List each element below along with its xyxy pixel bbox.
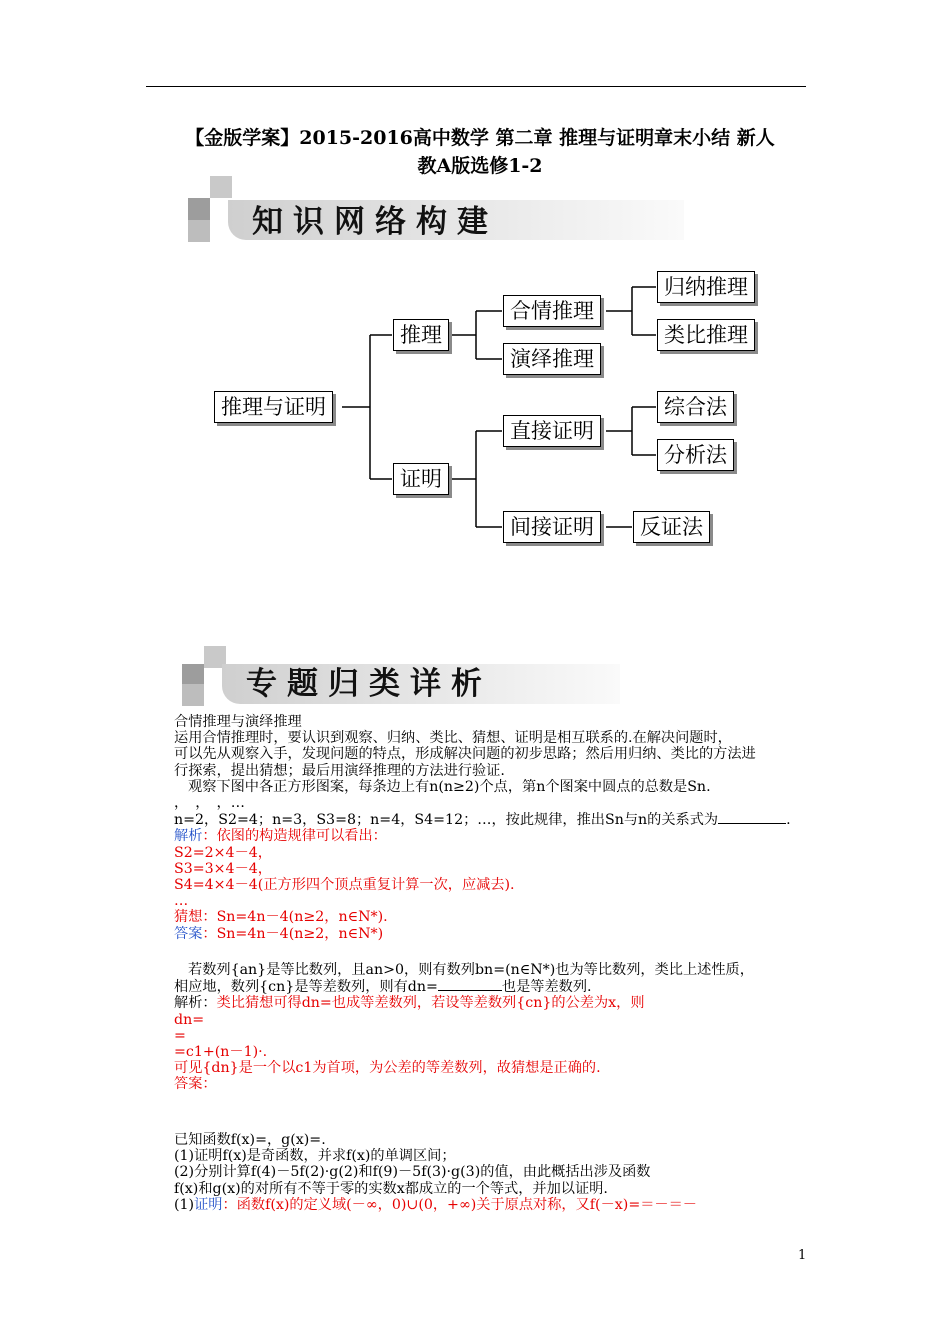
tree-node-direct: 直接证明 — [503, 415, 601, 447]
text-line: dn= — [174, 1011, 205, 1028]
answer-blank — [438, 978, 502, 991]
banner-text-knowledge: 知识网络构建 — [252, 204, 498, 240]
text-line: 猜想：Sn=4n－4(n≥2，n∈N*). — [174, 909, 388, 926]
text-line: 若数列{an}是等比数列，且an>0，则有数列bn=(n∈N*)也为等比数列，类比上述性质， — [188, 962, 754, 978]
text-line: S3=3×4－4， — [174, 860, 272, 877]
question-text: 相应地，数列{cn}是等差数列，则有dn= — [174, 979, 438, 996]
text-line: 答案： — [174, 1076, 217, 1093]
text-line: (2)分别计算f(4)－5f(2)·g(2)和f(9)－5f(3)·g(3)的值，由此概括出涉及函数 — [174, 1164, 651, 1181]
text-line: 可见{dn}是一个以c1为首项，为公差的等差数列，故猜想是正确的. — [174, 1060, 601, 1077]
proof-text: ：函数f(x)的定义域(－∞，0)∪(0，+∞)关于原点对称，又f(－x)=＝－＝－ — [222, 1196, 697, 1213]
section-plausible-reasoning — [174, 714, 814, 942]
tree-node-plausible: 合情推理 — [503, 295, 601, 327]
text-line: 可以先从观察入手，发现问题的特点，形成解决问题的初步思路；然后用归纳、类比的方法进 — [174, 746, 756, 763]
analysis-label: 解析： — [174, 995, 217, 1012]
text-line: 合情推理与演绎推理 — [174, 714, 302, 730]
text-line: 已知函数f(x)=，g(x)=. — [174, 1132, 326, 1148]
text-line — [174, 811, 814, 828]
text-line: 观察下图中各正方形图案，每条边上有n(n≥2)个点，第n个图案中圆点的总数是Sn. — [188, 778, 711, 795]
section-function-example — [174, 1132, 814, 1213]
analysis-label: 解析 — [174, 828, 203, 845]
tree-node-analogy: 类比推理 — [657, 319, 755, 351]
topics-banner — [180, 640, 620, 710]
proof-label: 证明 — [194, 1196, 223, 1213]
text-line — [174, 995, 814, 1011]
text-line: … — [174, 893, 189, 910]
tree-node-deductive: 演绎推理 — [503, 343, 601, 375]
text-line: ， ， ，… — [174, 795, 245, 812]
title-line-2: 教A版选修1-2 — [417, 155, 543, 177]
question-text: n=2，S2=4；n=3，S3=8；n=4，S4=12；…，按此规律，推出Sn与n的关系式为 — [174, 812, 719, 829]
answer-label: 答案 — [174, 925, 203, 942]
text-line: 运用合情推理时，要认识到观察、归纳、类比、猜想、证明是相互联系的.在解决问题时， — [174, 730, 732, 747]
title-line-1: 【金版学案】2015-2016高中数学 第二章 推理与证明章末小结 新人 — [185, 127, 775, 149]
tree-connectors — [0, 0, 950, 600]
text-line: S4=4×4－4(正方形四个顶点重复计算一次，应减去). — [174, 877, 515, 894]
page-number: 1 — [798, 1248, 807, 1263]
analysis-text: 类比猜想可得dn=也成等差数列，若设等差数列{cn}的公差为x，则 — [216, 995, 645, 1012]
section-analogy-example — [174, 962, 814, 1093]
text-line: = — [174, 1027, 186, 1044]
banner-text-topics: 专题归类详析 — [246, 666, 492, 702]
tree-node-proof: 证明 — [393, 463, 449, 495]
tree-node-root: 推理与证明 — [214, 391, 333, 423]
text-line — [174, 1197, 814, 1213]
text-line — [174, 978, 814, 995]
period: . — [786, 812, 791, 829]
answer-blank — [718, 811, 786, 824]
text-line: f(x)和g(x)的对所有不等于零的实数x都成立的一个等式，并加以证明. — [174, 1180, 608, 1197]
tree-node-reasoning: 推理 — [393, 319, 449, 351]
analysis-text: ：依图的构造规律可以看出： — [202, 828, 387, 845]
text-line: 行探索，提出猜想；最后用演绎推理的方法进行验证. — [174, 762, 505, 779]
tree-node-contradiction: 反证法 — [633, 511, 710, 543]
text-line: S2=2×4－4， — [174, 844, 272, 861]
tree-node-indirect: 间接证明 — [503, 511, 601, 543]
tree-node-synthetic: 综合法 — [657, 391, 734, 423]
part-label: (1) — [174, 1196, 195, 1213]
text-line — [174, 828, 814, 844]
text-line: (1)证明f(x)是奇函数，并求f(x)的单调区间； — [174, 1148, 456, 1165]
answer-text: ：Sn=4n－4(n≥2，n∈N*) — [202, 925, 384, 942]
text-line — [174, 926, 814, 942]
tree-node-induction: 归纳推理 — [657, 271, 755, 303]
text-line: =c1+(n－1)·. — [174, 1044, 268, 1061]
question-text-end: 也是等差数列. — [501, 979, 592, 996]
tree-node-analytic: 分析法 — [657, 439, 734, 471]
